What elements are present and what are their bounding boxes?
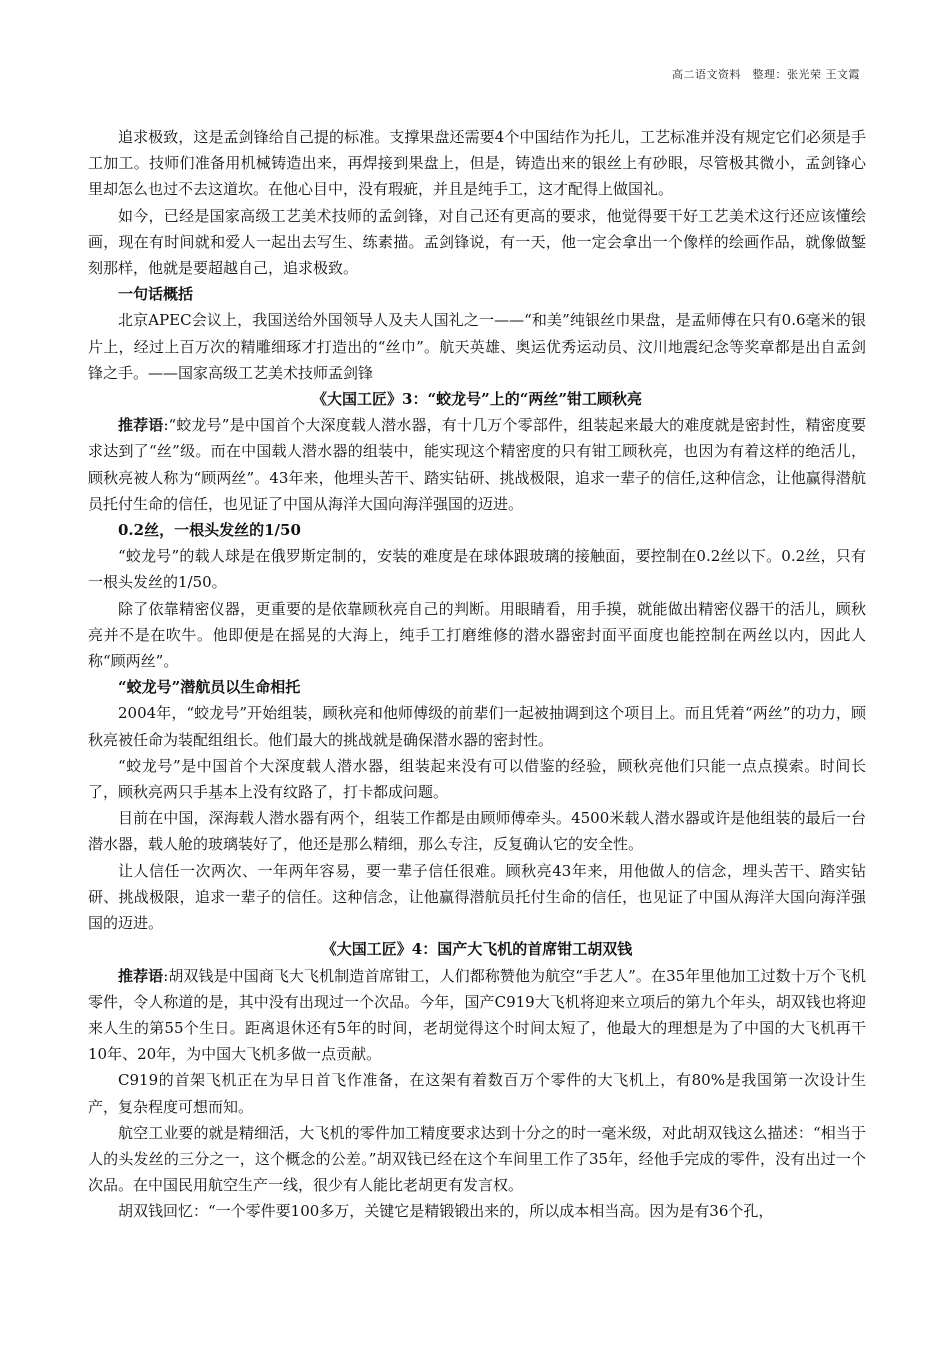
recommendation-text: :“蛟龙号”是中国首个大深度载人潜水器，有十几万个零部件，组装起来最大的难度就是密封性，精密度要求达到了“丝”级。而在中国载人潜水器的组装中，能实现这个精密度的只有钳工顾秋亮，也因为有着这样的绝活儿，顾秋亮被人称为“顾两丝”。43年来，他埋头苦干、踏实钻研、挑战极限，追求一辈子的信任,这种信念，让他赢得潜航员托付生命的信任，也见证了中国从海洋大国向海洋强国的迈进。 (88, 416, 866, 513)
section-heading: “蛟龙号”潜航员以生命相托 (118, 678, 301, 697)
paragraph: 让人信任一次两次、一年两年容易，要一辈子信任很难。顾秋亮43年来，用他做人的信念，埋头苦干、踏实钻研、挑战极限，追求一辈子的信任。这种信念，让他赢得潜航员托付生命的信任，也见证了中国从海洋大国向海洋强国的迈进。 (88, 861, 866, 933)
paragraph: 北京APEC会议上，我国送给外国领导人及夫人国礼之一——“和美”纯银丝巾果盘，是孟师傅在只有0.6毫米的银片上，经过上百万次的精雕细琢才打造出的“丝巾”。航天英雄、奥运优秀运动员、汶川地震纪念等奖章都是出自孟剑锋之手。——国家高级工艺美术技师孟剑锋 (88, 311, 866, 382)
paragraph: “蛟龙号”的载人球是在俄罗斯定制的，安装的难度是在球体跟玻璃的接触面，要控制在0.2丝以下。0.2丝，只有一根头发丝的1/50。 (88, 547, 866, 592)
article-title: 《大国工匠》4：国产大飞机的首席钳工胡双钱 (321, 940, 633, 959)
recommendation-label: 推荐语 (118, 966, 164, 985)
paragraph: “蛟龙号”是中国首个大深度载人潜水器，组装起来没有可以借鉴的经验，顾秋亮他们只能一点点摸索。时间长了，顾秋亮两只手基本上没有纹路了，打卡都成问题。 (88, 756, 866, 802)
recommendation-paragraph (88, 963, 866, 1068)
paragraph: 如今，已经是国家高级工艺美术技师的孟剑锋，对自己还有更高的要求，他觉得要干好工艺美术这行还应该懂绘画，现在有时间就和爱人一起出去写生、练素描。孟剑锋说，有一天，他一定会拿出一个像样的绘画作品，就像做錾刻那样，他就是要超越自己，追求极致。 (88, 206, 866, 278)
paragraph: 航空工业要的就是精细活，大飞机的零件加工精度要求达到十分之的时一毫米级，对此胡双钱这么描述：“相当于人的头发丝的三分之一，这个概念的公差。”胡双钱已经在这个车间里工作了35年，经他手完成的零件，没有出过一个次品。在中国民用航空生产一线，很少有人能比老胡更有发言权。 (88, 1123, 866, 1195)
paragraph: 追求极致，这是孟剑锋给自己提的标准。支撑果盘还需要4个中国结作为托儿，工艺标准并没有规定它们必须是手工加工。技师们准备用机械铸造出来，再焊接到果盘上，但是，铸造出来的银丝上有砂眼，尽管极其微小，孟剑锋心里却怎么也过不去这道坎。在他心目中，没有瑕疵，并且是纯手工，这才配得上做国礼。 (88, 128, 866, 199)
paragraph: 除了依靠精密仪器，更重要的是依靠顾秋亮自己的判断。用眼睛看，用手摸，就能做出精密仪器干的活儿，顾秋亮并不是在吹牛。他即便是在摇晃的大海上，纯手工打磨维修的潜水器密封面平面度也能控制在两丝以内，因此人称“顾两丝”。 (88, 599, 866, 671)
paragraph: 2004年，“蛟龙号”开始组装，顾秋亮和他师傅级的前辈们一起被抽调到这个项目上。而且凭着“两丝”的功力，顾秋亮被任命为装配组组长。他们最大的挑战就是确保潜水器的密封性。 (88, 704, 866, 749)
article-title: 《大国工匠》3：“蛟龙号”上的“两丝”钳工顾秋亮 (312, 390, 642, 409)
recommendation-text: :胡双钱是中国商飞大飞机制造首席钳工，人们都称赞他为航空“手艺人”。在35年里他加工过数十万个飞机零件，令人称道的是，其中没有出现过一个次品。今年，国产C919大飞机将迎来立项后的第九个年头，胡双钱也将迎来人生的第55个生日。距离退休还有5年的时间，老胡觉得这个时间太短了，他最大的理想是为了中国的大飞机再干10年、20年，为中国大飞机多做一点贡献。 (88, 966, 866, 1064)
document-body (88, 124, 866, 1225)
section-heading: 0.2丝，一根头发丝的1/50 (118, 521, 301, 540)
section-heading: 一句话概括 (118, 285, 194, 304)
paragraph: C919的首架飞机正在为早日首飞作准备，在这架有着数百万个零件的大飞机上，有80%是我国第一次设计生产，复杂程度可想而知。 (88, 1071, 866, 1116)
paragraph: 胡双钱回忆：“一个零件要100多万，关键它是精锻锻出来的，所以成本相当高。因为是有36个孔， (118, 1202, 774, 1221)
paragraph: 目前在中国，深海载人潜水器有两个，组装工作都是由顾师傅牵头。4500米载人潜水器或许是他组装的最后一台潜水器，载人舱的玻璃装好了，他还是那么精细，那么专注，反复确认它的安全性。 (88, 809, 866, 854)
recommendation-paragraph (88, 412, 866, 517)
recommendation-label: 推荐语 (118, 416, 164, 435)
page-header: 高二语文资料 整理：张光荣 王文霞 (672, 68, 860, 81)
